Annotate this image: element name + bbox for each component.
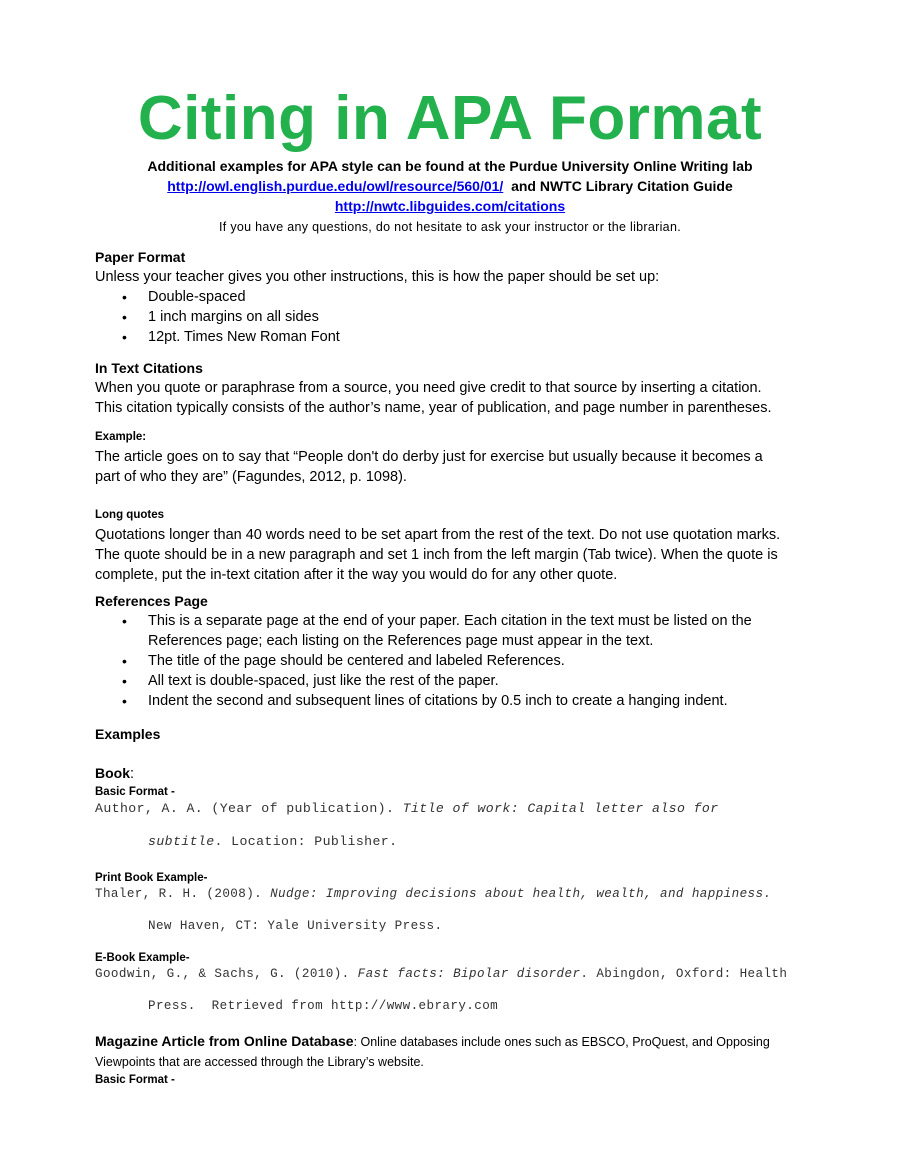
basic-line2-a: subtitle: [148, 834, 215, 849]
ebook-label: E-Book Example-: [95, 952, 190, 964]
basic-format-line2: [95, 833, 795, 851]
examples-heading: Examples: [95, 726, 161, 742]
book-section: [95, 763, 795, 851]
print-book-label: Print Book Example-: [95, 872, 208, 884]
example-section: [95, 427, 785, 487]
ebook-line1-a: Goodwin, G., & Sachs, G. (2010).: [95, 967, 358, 981]
basic-format-label: Basic Format -: [95, 786, 175, 798]
magazine-label: Magazine Article from Online Database: [95, 1033, 354, 1049]
list-item: • The title of the page should be centered and labeled References.: [148, 651, 785, 671]
basic-format-line1: [95, 800, 795, 818]
list-item: • This is a separate page at the end of your paper. Each citation in the text must be listed on the References page; each listing on the References page must appear in the text.: [148, 611, 785, 651]
print-line1-a: Thaler, R. H. (2008).: [95, 887, 271, 901]
intro-line2-suffix: and NWTC Library Citation Guide: [511, 178, 733, 194]
long-quotes-section: [95, 505, 785, 585]
ebook-line2: Press. Retrieved from http://www.ebrary.com: [148, 999, 499, 1013]
book-label: Book: [95, 765, 130, 781]
list-item: • All text is double-spaced, just like the rest of the paper.: [148, 671, 785, 691]
example-text: The article goes on to say that “People don't do derby just for exercise but usually because it becomes a part of who they are” (Fagundes, 2012, p. 1098).: [95, 449, 763, 485]
basic-line1-a: Author, A. A. (Year of publication).: [95, 801, 403, 816]
paper-format-heading: Paper Format: [95, 249, 186, 265]
intro-link-line: [0, 176, 900, 196]
book-colon: :: [130, 766, 135, 782]
references-section: [95, 591, 785, 711]
basic-line1-b: Title of work: Capital letter also for: [402, 801, 719, 816]
ebook-line1: [95, 966, 795, 982]
examples-heading-wrap: [95, 724, 795, 744]
ebook-line1-c: . Abingdon, Oxford: Health: [580, 967, 788, 981]
list-item: • 12pt. Times New Roman Font: [148, 327, 795, 347]
print-book-section: [95, 870, 795, 934]
paper-format-text: Unless your teacher gives you other instructions, this is how the paper should be set up:: [95, 269, 660, 285]
long-quotes-text: Quotations longer than 40 words need to be set apart from the rest of the text. Do not use quotation marks. The quote should be in a new paragraph and set 1 inch from the left margin (Tab twice). When the quote is complete, put the in-text citation after it the way you would do for any other quote.: [95, 527, 781, 583]
purdue-owl-link[interactable]: http://owl.english.purdue.edu/owl/resource/560/01/: [167, 178, 504, 194]
list-item: • 1 inch margins on all sides: [148, 307, 795, 327]
print-line1-b: Nudge: Improving decisions about health, wealth, and happiness.: [270, 887, 772, 901]
paper-format-list: [95, 287, 795, 347]
ebook-line1-b: Fast facts: Bipolar disorder: [357, 967, 581, 981]
print-book-line1: [95, 886, 795, 902]
ebook-section: [95, 950, 795, 1014]
list-item: • Indent the second and subsequent lines of citations by 0.5 inch to create a hanging indent.: [148, 691, 785, 711]
nwtc-libguides-link[interactable]: http://nwtc.libguides.com/citations: [334, 198, 566, 214]
intro-note: If you have any questions, do not hesitate to ask your instructor or the librarian.: [219, 220, 681, 234]
list-item: • Double-spaced: [148, 287, 795, 307]
paper-format-section: [95, 247, 795, 347]
in-text-heading: In Text Citations: [95, 360, 203, 376]
intro-link2-line: [0, 196, 900, 216]
in-text-section: [95, 358, 785, 418]
magazine-section: [95, 1031, 795, 1088]
basic-line2-b: . Location: Publisher.: [214, 834, 398, 849]
page-title: Citing in APA Format: [137, 84, 763, 153]
intro-line: Additional examples for APA style can be found at the Purdue University Online Writing lab: [147, 158, 753, 174]
in-text-body: When you quote or paraphrase from a source, you need give credit to that source by inserting a citation. This citation typically consists of the author’s name, year of publication, and page number in parentheses.: [95, 380, 772, 416]
long-quotes-heading: Long quotes: [95, 509, 164, 521]
references-list: [95, 611, 785, 711]
references-heading: References Page: [95, 593, 208, 609]
magazine-text: : Online databases include ones such as EBSCO, ProQuest, and Opposing Viewpoints that are accessed through the Library’s website.: [95, 1035, 770, 1069]
print-book-line2: New Haven, CT: Yale University Press.: [148, 919, 443, 933]
example-label: Example:: [95, 431, 147, 443]
magazine-basic-format-label: Basic Format -: [95, 1074, 175, 1086]
